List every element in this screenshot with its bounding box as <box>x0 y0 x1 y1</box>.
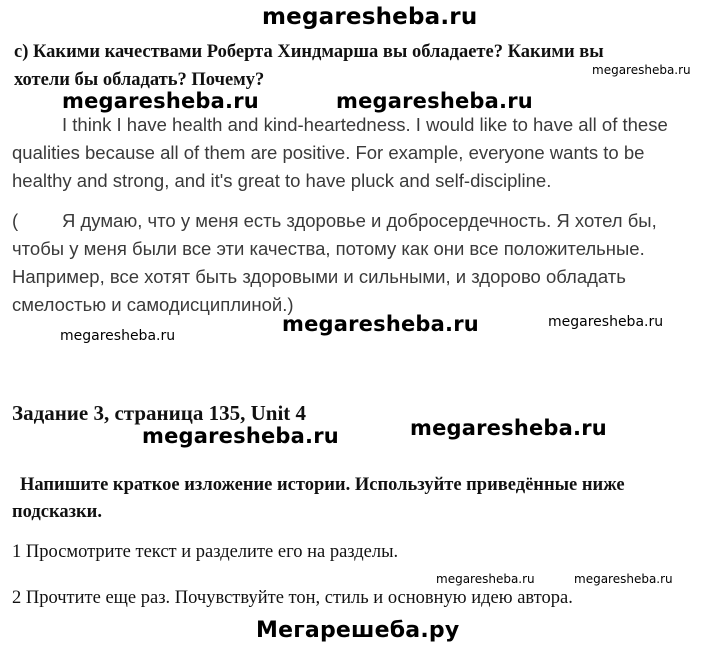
watermark-top: megaresheba.ru <box>262 4 478 30</box>
task-instruction-line-2: подсказки. <box>12 502 102 522</box>
watermark-row2-right: megaresheba.ru <box>548 314 664 330</box>
watermark-row3-left: megaresheba.ru <box>142 424 339 448</box>
watermark-row2-center: megaresheba.ru <box>282 312 479 336</box>
answer-ru-line-3: Например, все хотят быть здоровыми и сильными, и здорово обладать <box>12 266 626 287</box>
watermark-row2-left: megaresheba.ru <box>60 328 176 344</box>
watermark-row3-right: megaresheba.ru <box>410 416 607 440</box>
watermark-row4-left: megaresheba.ru <box>436 572 535 586</box>
watermark-small-top-right: megaresheba.ru <box>592 63 691 77</box>
answer-ru-line-4: смелостью и самодисциплиной.) <box>12 294 294 315</box>
question-line-1: c) Какими качествами Роберта Хиндмарша вы обладаете? Какими вы <box>14 42 604 62</box>
watermark-row4-right: megaresheba.ru <box>574 572 673 586</box>
task-item-1: 1 Просмотрите текст и разделите его на разделы. <box>12 542 399 562</box>
watermark-row1-right: megaresheba.ru <box>336 89 533 113</box>
watermark-bottom: Мегарешеба.ру <box>256 618 460 643</box>
task-instruction-line-1: Напишите краткое изложение истории. Используйте приведённые ниже <box>20 475 625 495</box>
question-line-2: хотели бы обладать? Почему? <box>14 70 265 90</box>
answer-en-line-3: healthy and strong, and it's great to have pluck and self-discipline. <box>12 170 552 191</box>
watermark-row1-left: megaresheba.ru <box>62 89 259 113</box>
task-heading: Задание 3, страница 135, Unit 4 <box>12 401 307 425</box>
answer-ru-line-1: Я думаю, что у меня есть здоровье и добросердечность. Я хотел бы, <box>62 210 657 231</box>
task-item-2: 2 Прочтите еще раз. Почувствуйте тон, стиль и основную идею автора. <box>12 588 573 608</box>
answer-ru-line-2: чтобы у меня были все эти качества, потому как они все положительные. <box>12 238 645 259</box>
answer-en-line-2: qualities because all of them are positive. For example, everyone wants to be <box>12 142 645 163</box>
answer-ru-open-paren: ( <box>12 210 19 231</box>
answer-en-line-1: I think I have health and kind-heartedness. I would like to have all of these <box>62 114 668 135</box>
